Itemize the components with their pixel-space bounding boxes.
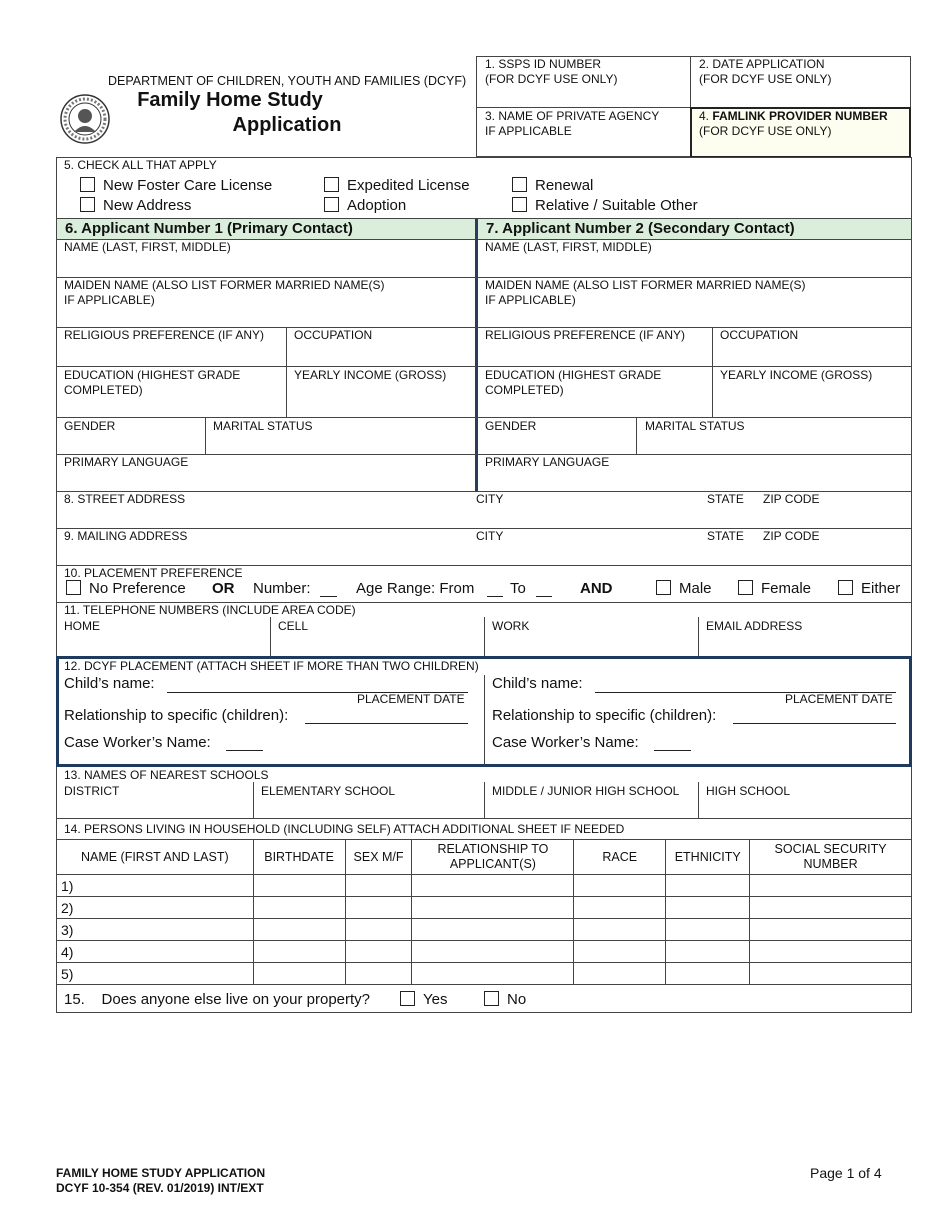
age-to-field[interactable] — [536, 582, 552, 597]
age-to-label: To — [510, 580, 526, 597]
col-name: NAME (FIRST AND LAST) — [57, 840, 254, 875]
applicant1-occupation-label: OCCUPATION — [294, 328, 373, 342]
famlink-number: 4. — [699, 109, 713, 123]
ssps-id-label: 1. SSPS ID NUMBER (FOR DCYF USE ONLY) — [485, 57, 618, 86]
household-persons-label: 14. PERSONS LIVING IN HOUSEHOLD (INCLUDING SELF) ATTACH ADDITIONAL SHEET IF NEEDED — [64, 822, 625, 836]
mailing-address-label: 9. MAILING ADDRESS — [64, 529, 188, 543]
section5-label: 5. CHECK ALL THAT APPLY — [64, 158, 217, 172]
street-city-label: CITY — [476, 492, 504, 506]
private-agency-label: 3. NAME OF PRIVATE AGENCY IF APPLICABLE — [485, 109, 660, 138]
col-ssn: SOCIAL SECURITY NUMBER — [750, 840, 912, 875]
child2-relationship-field[interactable] — [733, 709, 896, 724]
child1-name-label: Child’s name: — [64, 675, 155, 692]
checkbox-adoption[interactable]: Adoption — [324, 197, 406, 215]
street-address-label: 8. STREET ADDRESS — [64, 492, 186, 506]
col-sex: SEX M/F — [345, 840, 412, 875]
applicant1-religion-label: RELIGIOUS PREFERENCE (IF ANY) — [64, 328, 265, 342]
form-title-line2: Application — [232, 114, 342, 136]
page-number: Page 1 of 4 — [810, 1165, 882, 1181]
mailing-city-label: CITY — [476, 529, 504, 543]
checkbox-renewal[interactable]: Renewal — [512, 177, 593, 195]
applicant2-marital-label: MARITAL STATUS — [645, 419, 745, 433]
applicant2-income-label: YEARLY INCOME (GROSS) — [720, 368, 873, 382]
street-zip-label: ZIP CODE — [763, 492, 820, 506]
property-no-checkbox[interactable]: No — [484, 991, 526, 1009]
child2-placement-date-label: PLACEMENT DATE — [785, 692, 893, 706]
male-checkbox[interactable]: Male — [656, 580, 712, 598]
district-label: DISTRICT — [64, 784, 120, 798]
col-relationship: RELATIONSHIP TO APPLICANT(S) — [412, 840, 574, 875]
number-field[interactable] — [320, 582, 337, 597]
famlink-sub: (FOR DCYF USE ONLY) — [699, 124, 832, 138]
age-from-field[interactable] — [487, 582, 503, 597]
high-school-label: HIGH SCHOOL — [706, 784, 791, 798]
elementary-school-label: ELEMENTARY SCHOOL — [261, 784, 396, 798]
row-number: 3) — [57, 919, 254, 941]
applicant2-occupation-label: OCCUPATION — [720, 328, 799, 342]
work-phone-label: WORK — [492, 619, 530, 633]
nearest-schools-label: 13. NAMES OF NEAREST SCHOOLS — [64, 768, 269, 782]
applicant1-language-label: PRIMARY LANGUAGE — [64, 455, 189, 469]
no-preference-checkbox[interactable]: No Preference — [66, 580, 186, 598]
female-checkbox[interactable]: Female — [738, 580, 811, 598]
middle-school-label: MIDDLE / JUNIOR HIGH SCHOOL — [492, 784, 680, 798]
and-text: AND — [580, 580, 613, 597]
row-number: 5) — [57, 963, 254, 985]
child1-caseworker-label: Case Worker’s Name: — [64, 734, 211, 751]
street-state-label: STATE — [707, 492, 744, 506]
private-agency-box[interactable] — [476, 107, 691, 157]
checkbox-new-address[interactable]: New Address — [80, 197, 191, 215]
or-text: OR — [212, 580, 235, 597]
state-seal — [60, 94, 110, 144]
row-number: 1) — [57, 875, 254, 897]
footer-form-id: DCYF 10-354 (REV. 01/2019) INT/EXT — [56, 1181, 264, 1195]
applicant2-education-label: EDUCATION (HIGHEST GRADE COMPLETED) — [485, 368, 662, 397]
table-row[interactable] — [57, 963, 912, 985]
mailing-state-label: STATE — [707, 529, 744, 543]
mailing-zip-label: ZIP CODE — [763, 529, 820, 543]
table-row[interactable] — [57, 919, 912, 941]
applicant1-marital-label: MARITAL STATUS — [213, 419, 313, 433]
child1-relationship-label: Relationship to specific (children): — [64, 707, 289, 724]
row-number: 4) — [57, 941, 254, 963]
checkbox-relative-suitable-other[interactable]: Relative / Suitable Other — [512, 197, 698, 215]
department-name: DEPARTMENT OF CHILDREN, YOUTH AND FAMILIES (DCYF) — [108, 74, 467, 88]
applicant2-maiden-label: MAIDEN NAME (ALSO LIST FORMER MARRIED NAME(S) IF APPLICABLE) — [485, 278, 806, 307]
table-row[interactable] — [57, 941, 912, 963]
applicant2-gender-label: GENDER — [485, 419, 537, 433]
applicant2-language-label: PRIMARY LANGUAGE — [485, 455, 610, 469]
household-header-row — [57, 840, 912, 875]
applicant2-header: 7. Applicant Number 2 (Secondary Contact) — [478, 219, 911, 239]
cell-phone-label: CELL — [278, 619, 309, 633]
ssps-id-box[interactable] — [476, 56, 691, 108]
child1-caseworker-field[interactable] — [226, 736, 263, 751]
property-question: 15. Does anyone else live on your property? — [64, 991, 371, 1008]
child2-caseworker-label: Case Worker’s Name: — [492, 734, 639, 751]
date-application-box[interactable] — [690, 56, 911, 108]
col-race: RACE — [574, 840, 666, 875]
dcyf-placement-label: 12. DCYF PLACEMENT (ATTACH SHEET IF MORE THAN TWO CHILDREN) — [64, 659, 479, 673]
row-number: 2) — [57, 897, 254, 919]
col-ethnicity: ETHNICITY — [666, 840, 750, 875]
applicant1-education-label: EDUCATION (HIGHEST GRADE COMPLETED) — [64, 368, 241, 397]
child2-caseworker-field[interactable] — [654, 736, 691, 751]
household-table — [56, 839, 912, 985]
either-checkbox[interactable]: Either — [838, 580, 900, 598]
applicant1-maiden-label: MAIDEN NAME (ALSO LIST FORMER MARRIED NAME(S) IF APPLICABLE) — [64, 278, 385, 307]
email-address-label: EMAIL ADDRESS — [706, 619, 803, 633]
applicant1-gender-label: GENDER — [64, 419, 116, 433]
placement-preference-label: 10. PLACEMENT PREFERENCE — [64, 566, 243, 580]
home-phone-label: HOME — [64, 619, 100, 633]
number-label: Number: — [253, 580, 311, 597]
child2-relationship-label: Relationship to specific (children): — [492, 707, 717, 724]
child1-name-field[interactable] — [167, 678, 468, 693]
checkbox-new-foster-care[interactable]: New Foster Care License — [80, 177, 272, 195]
famlink-provider-box[interactable] — [690, 107, 911, 158]
applicant1-header: 6. Applicant Number 1 (Primary Contact) — [57, 219, 475, 239]
form-title-line1: Family Home Study — [137, 89, 323, 111]
child2-name-field[interactable] — [595, 678, 896, 693]
child1-placement-date-label: PLACEMENT DATE — [357, 692, 465, 706]
age-range-from-label: Age Range: From — [356, 580, 475, 597]
col-birthdate: BIRTHDATE — [253, 840, 345, 875]
child1-relationship-field[interactable] — [305, 709, 468, 724]
property-yes-checkbox[interactable]: Yes — [400, 991, 447, 1009]
applicant1-name-label: NAME (LAST, FIRST, MIDDLE) — [64, 240, 231, 254]
applicant2-religion-label: RELIGIOUS PREFERENCE (IF ANY) — [485, 328, 686, 342]
date-application-label: 2. DATE APPLICATION (FOR DCYF USE ONLY) — [699, 57, 832, 86]
footer-form-name: FAMILY HOME STUDY APPLICATION — [56, 1166, 266, 1180]
applicant1-income-label: YEARLY INCOME (GROSS) — [294, 368, 447, 382]
table-row[interactable] — [57, 875, 912, 897]
child2-name-label: Child’s name: — [492, 675, 583, 692]
applicant2-name-label: NAME (LAST, FIRST, MIDDLE) — [485, 240, 652, 254]
famlink-label: FAMLINK PROVIDER NUMBER — [712, 109, 888, 123]
telephone-numbers-label: 11. TELEPHONE NUMBERS (INCLUDE AREA CODE) — [64, 603, 356, 617]
checkbox-expedited-license[interactable]: Expedited License — [324, 177, 470, 195]
table-row[interactable] — [57, 897, 912, 919]
